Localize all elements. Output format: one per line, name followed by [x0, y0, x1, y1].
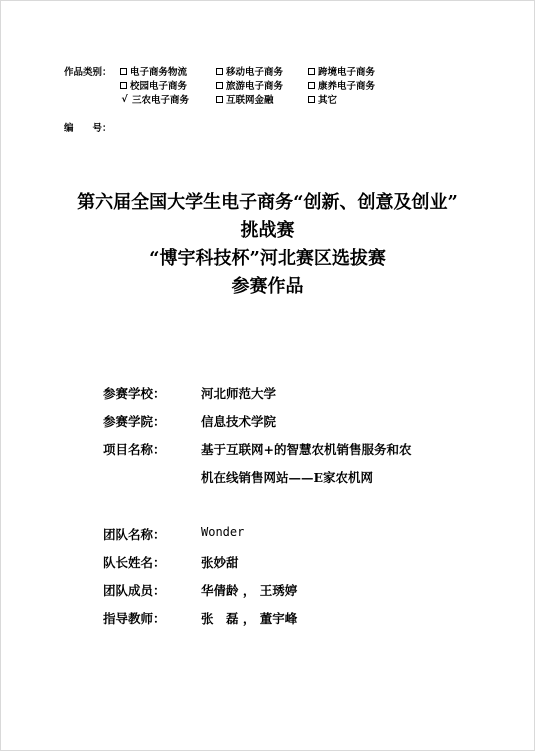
category-option-label: 康养电子商务 — [318, 81, 376, 92]
category-option-label: 移动电子商务 — [226, 67, 284, 78]
category-option-label: 跨境电子商务 — [318, 67, 376, 78]
project-value-line1: 基于互联网+的智慧农机销售服务和农 — [201, 442, 412, 457]
team-name-label: 团队名称： — [103, 527, 166, 542]
checkbox-unchecked-icon — [216, 96, 223, 103]
checkbox-unchecked-icon — [308, 82, 315, 89]
category-option-label: 电子商务物流 — [130, 67, 188, 78]
checkbox-unchecked-icon — [120, 68, 127, 75]
category-option-health-ecommerce — [308, 78, 375, 92]
leader-value: 张妙甜 — [201, 555, 239, 570]
leader-label: 队长姓名： — [103, 555, 166, 570]
college-label: 参赛学院： — [103, 414, 166, 429]
category-option-label: 校园电子商务 — [130, 81, 188, 92]
school-label: 参赛学校： — [103, 386, 166, 401]
category-option-label: 三农电子商务 — [132, 95, 190, 106]
category-option-other — [308, 92, 337, 106]
category-option-label: 旅游电子商务 — [226, 81, 284, 92]
project-value-line2: 机在线销售网站——E家农机网 — [201, 470, 374, 485]
checkbox-unchecked-icon — [216, 82, 223, 89]
school-value: 河北师范大学 — [201, 386, 277, 401]
title-line-entry: 参赛作品 — [231, 276, 304, 297]
category-option-rural-ecommerce — [120, 92, 189, 106]
members-label: 团队成员： — [103, 583, 166, 598]
checkbox-unchecked-icon — [216, 68, 223, 75]
category-label: 作品类别： — [64, 67, 112, 78]
college-value: 信息技术学院 — [201, 414, 277, 429]
checkbox-unchecked-icon — [308, 68, 315, 75]
category-option-mobile-ecommerce — [216, 64, 283, 78]
category-option-label: 其它 — [318, 95, 338, 106]
members-value: 华倩龄 ， 王琇婷 — [201, 583, 298, 598]
category-option-label: 互联网金融 — [226, 95, 274, 106]
title-line-regional: “博宇科技杯”河北赛区选拔赛 — [149, 248, 386, 269]
category-option-internet-finance — [216, 92, 274, 106]
checkbox-unchecked-icon — [120, 82, 127, 89]
advisor-label: 指导教师： — [103, 611, 166, 626]
category-option-cross-border-ecommerce — [308, 64, 375, 78]
title-line-competition: 第六届全国大学生电子商务“创新、创意及创业” — [77, 192, 458, 213]
advisor-value: 张 磊 ， 董宇峰 — [201, 611, 298, 626]
category-option-campus-ecommerce — [120, 78, 187, 92]
title-line-challenge: 挑战赛 — [240, 220, 295, 241]
number-label: 编 号： — [64, 123, 112, 134]
category-option-ecommerce-logistics — [120, 64, 187, 78]
check-mark-icon: √ — [121, 93, 128, 105]
team-name-value: Wonder — [201, 525, 245, 539]
category-option-tourism-ecommerce — [216, 78, 283, 92]
project-label: 项目名称： — [103, 442, 166, 457]
checkbox-unchecked-icon — [308, 96, 315, 103]
